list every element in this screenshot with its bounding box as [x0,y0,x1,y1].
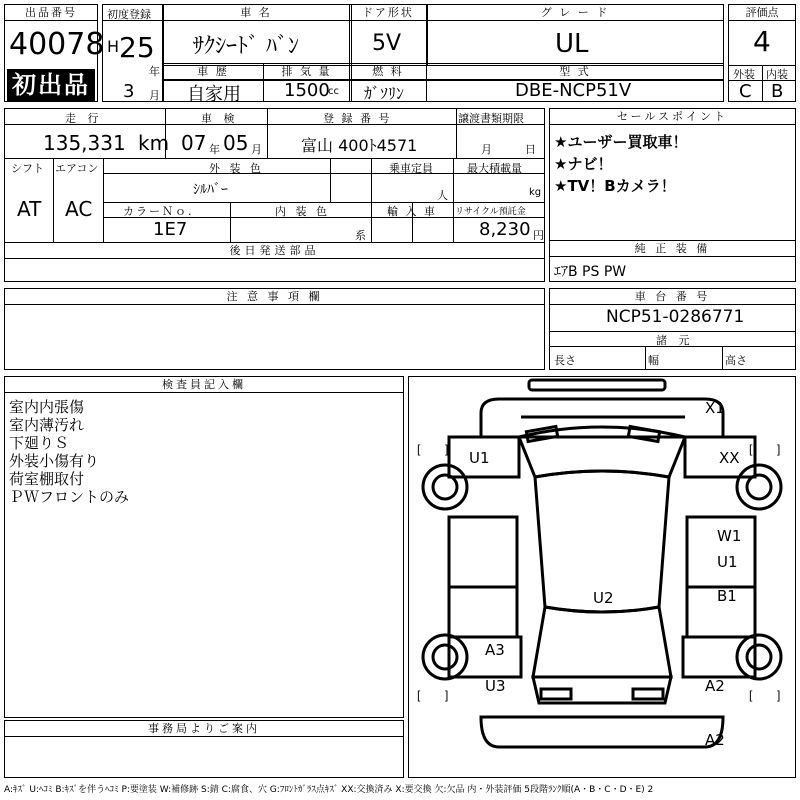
svg-text:]: ] [777,688,781,702]
passengers-label: 乗車定員 [389,162,433,175]
exterior-label: 外装 [733,68,755,81]
max-load-unit: kg [529,187,542,198]
mark-u3: U3 [485,677,506,695]
svg-text:]: ] [445,688,449,702]
recycle-value: 8,230 [479,219,531,240]
spec-label: 諸 元 [656,334,694,347]
mileage-unit: km [138,131,170,155]
chassis-value: NCP51-0286771 [606,307,745,327]
length-label: 長さ [554,354,576,367]
lot-number-box [4,4,105,102]
inspection-month: 05 [223,131,249,155]
color-no-label: カラーＮｏ. [123,205,194,218]
int-color-label: 内 装 色 [275,205,330,218]
inspector-line-1: 室内内張傷 [9,398,85,416]
mark-u2: U2 [593,589,614,607]
max-load-label: 最大積載量 [467,162,522,175]
history-value: 自家用 [187,84,241,105]
first-reg-label: 初度登録 [107,8,151,21]
year-unit: 年 [149,65,160,78]
inspector-label: 検査員記入欄 [5,377,403,393]
inspection-month-unit: 月 [251,143,262,156]
recycle-label: リサイクル預託金 [455,207,526,217]
month-unit: 月 [149,89,160,102]
svg-text:[: [ [417,442,421,456]
svg-text:]: ] [445,442,449,456]
score-label: 評価点 [729,5,795,21]
interior-label: 内装 [766,68,788,81]
legend-text: A:ｷｽﾞ U:ﾍｺﾐ B:ｷｽﾞを伴うﾍｺﾐ P:要塗装 W:補修跡 S:錆 C:腐食、穴 G:ﾌﾛﾝﾄｶﾞﾗｽ点ｷｽﾞ XX:交換済み X:要交換 欠:欠品 内・外装評価 5段階ﾗﾝｸ順(A・B・C・D・E) 2 [4,785,654,795]
car-name-label: 車 名 [163,5,349,21]
grade-value: UL [555,29,589,59]
sales-point-3: ★TV！Bカメラ！ [554,177,676,195]
model-cell [426,63,724,102]
details-box [4,108,545,243]
sales-point-1: ★ユーザー買取車！ [554,133,688,151]
mark-a3: A3 [485,641,505,659]
ext-color-value: ｼﾙﾊﾞｰ [193,182,228,198]
displacement-value: 1500 [284,80,330,101]
mark-a2-bottom: A2 [705,731,725,749]
mark-u1-right: U1 [717,553,738,571]
later-parts-box [4,242,545,282]
ac-label: エアコン [55,162,99,175]
mark-u1-left: U1 [469,449,490,467]
fuel-label: 燃 料 [350,64,426,80]
passengers-unit: 人 [437,189,448,202]
inspector-line-4: 外装小傷有り [9,452,100,470]
transfer-label: 譲渡書類期限 [458,112,524,125]
history-cell [162,63,264,105]
sales-points-box [549,108,796,241]
fuel-value: ｶﾞｿﾘﾝ [364,84,405,103]
displacement-unit: cc [328,86,339,97]
mark-a2-right: A2 [705,677,725,695]
office-label: 事務局よりご案内 [5,721,403,737]
svg-text:[: [ [749,442,753,456]
inspector-line-6: ＰＷフロントのみ [9,488,130,506]
sales-points-label: セールスポイント [550,109,795,125]
grade-cell [426,4,724,64]
lot-number: 40078 [9,27,105,62]
interior-value: B [771,81,784,102]
inspector-line-5: 荷室棚取付 [9,470,85,488]
sales-point-2: ★ナビ！ [554,155,613,173]
car-name-cell [162,4,350,64]
model-label: 型 式 [427,64,723,80]
inspector-line-2: 室内薄汚れ [9,416,85,434]
genuine-box [549,240,796,282]
era-prefix: H [107,37,120,56]
transfer-day-unit: 日 [525,143,536,156]
width-label: 幅 [648,354,659,367]
score-value: 4 [753,25,771,58]
chassis-box [549,288,796,370]
ext-color-label: 外 装 色 [209,162,264,175]
office-box [4,720,404,778]
inspector-box [4,376,404,718]
displacement-cell [263,63,350,102]
displacement-label: 排 気 量 [264,64,349,80]
transfer-month-unit: 月 [481,143,492,156]
damage-diagram-box [408,376,796,778]
genuine-value: ｴｱB PS PW [554,264,627,280]
car-outline-diagram [409,377,795,777]
door-cell [349,4,427,64]
height-label: 高さ [725,354,747,367]
svg-text:]: ] [777,442,781,456]
mileage-value: 135,331 [43,131,126,155]
notes-box [4,288,545,370]
fuel-cell [349,63,427,102]
door-value: 5V [372,31,402,56]
grade-label: グ レ ー ド [427,5,723,21]
int-color-unit: 系 [355,229,366,242]
color-no-value: 1E7 [153,219,188,240]
genuine-label: 純 正 装 備 [550,241,795,257]
exterior-value: C [739,81,752,102]
reg-year: 25 [119,31,155,64]
plate-value: 富山 400ﾄ4571 [301,136,418,155]
mark-w1: W1 [717,527,742,545]
shift-label: シフト [11,162,44,175]
lot-number-label: 出品番号 [5,5,97,21]
chassis-label: 車 台 番 号 [550,289,795,305]
mark-xx: XX [719,449,740,467]
inspection-label: 車 検 [201,112,239,125]
mark-x1: X1 [705,399,725,417]
later-parts-label: 後日発送部品 [5,243,544,259]
mileage-label: 走 行 [65,112,103,125]
plate-label: 登 録 番 号 [323,112,392,125]
mark-b1: B1 [717,587,737,605]
inspection-year: 07 [181,131,207,155]
first-listing-badge: 初出品 [7,69,95,101]
notes-label: 注 意 事 項 欄 [5,289,544,305]
ac-value: AC [65,197,93,221]
model-value: DBE-NCP51V [515,80,632,101]
score-box [728,4,796,102]
car-name: ｻｸｼｰﾄﾞ ﾊﾞﾝ [193,34,299,59]
svg-text:[: [ [749,688,753,702]
history-label: 車 歴 [163,64,263,80]
inspector-line-3: 下廻りＳ [9,434,70,452]
recycle-unit: 円 [533,229,544,242]
door-label: ドア形状 [350,5,426,21]
reg-month: 3 [123,81,135,102]
inspection-year-unit: 年 [209,143,220,156]
shift-value: AT [17,197,42,221]
svg-text:[: [ [417,688,421,702]
import-label: 輸 入 車 [387,205,437,218]
